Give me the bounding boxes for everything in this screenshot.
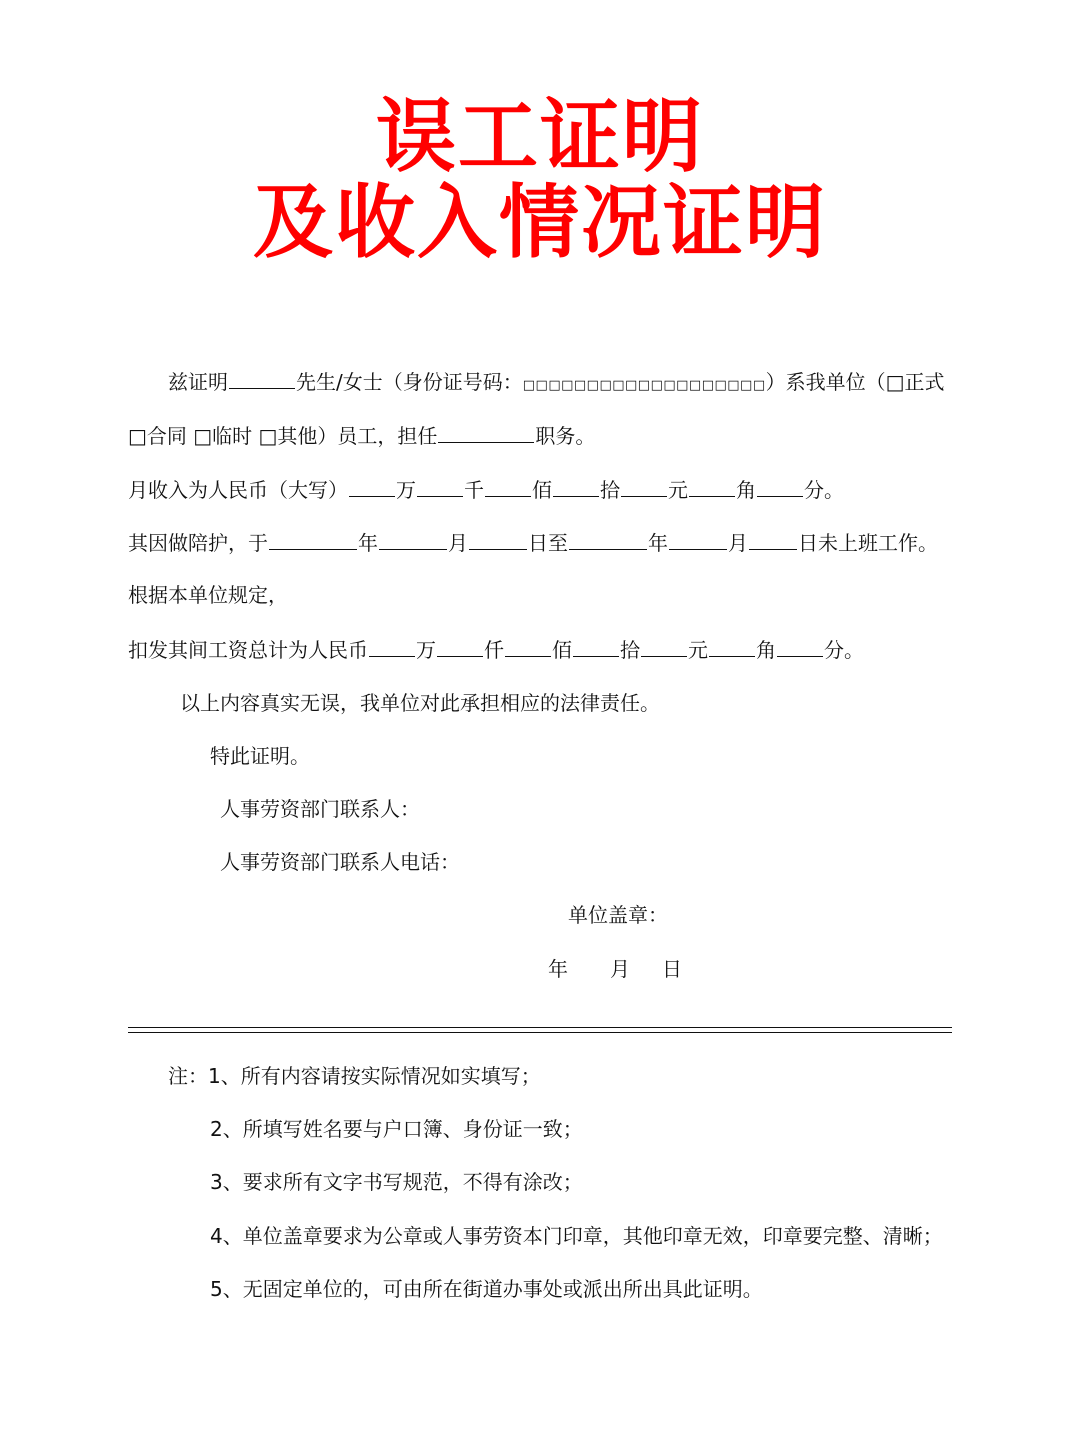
amount-blank[interactable] [641,634,687,657]
statement-text: 以上内容真实无误，我单位对此承担相应的法律责任。 [180,691,660,715]
unit-label: 元 [668,478,688,502]
amount-blank[interactable] [349,474,395,497]
amount-blank[interactable] [485,474,531,497]
date-blank[interactable] [569,527,647,550]
date-blank[interactable] [669,527,727,550]
certify-line [168,366,945,401]
employment-options: □合同 □临时 □其他）员工，担任 [128,424,438,448]
amount-blank[interactable] [709,634,755,657]
note-item: 注：1、所有内容请按实际情况如实填写； [168,1064,541,1088]
unit-label: 万 [416,638,436,662]
date-day-label: 日 [662,957,682,981]
amount-blank[interactable] [573,634,619,657]
amount-blank[interactable] [369,634,415,657]
amount-blank[interactable] [505,634,551,657]
date-year-label: 年 [548,957,568,981]
contact-phone-label[interactable]: 人事劳资部门联系人电话： [220,850,460,874]
amount-blank[interactable] [777,634,823,657]
date-unit: 月 [728,531,748,555]
income-label: 月收入为人民币（大写） [128,478,348,502]
name-blank[interactable] [229,366,295,389]
employment-line [128,420,595,451]
amount-blank[interactable] [417,474,463,497]
divider-top [128,1027,952,1028]
date-unit: 日未上班工作。 [798,531,938,555]
unit-label: 仟 [484,638,504,662]
hereby-text: 特此证明。 [210,744,310,768]
certify-text: 兹证明 [168,370,228,394]
amount-blank[interactable] [757,474,803,497]
date-unit: 年 [648,531,668,555]
date-blank[interactable] [469,527,527,550]
unit-label: 拾 [600,478,620,502]
id-number-boxes[interactable]: □□□□□□□□□□□□□□□□□□□ [522,378,766,393]
amount-blank[interactable] [553,474,599,497]
absence-line [128,527,938,558]
amount-blank[interactable] [689,474,735,497]
unit-label: 佰 [532,478,552,502]
note-item: 4、单位盖章要求为公章或人事劳资本门印章，其他印章无效，印章要完整、清晰； [210,1224,943,1248]
note-item: 5、无固定单位的，可由所在街道办事处或派出所出具此证明。 [210,1277,763,1301]
date-unit: 年 [358,531,378,555]
gender-id-label: 先生/女士（身份证号码： [296,370,523,394]
unit-label: 分。 [804,478,844,502]
date-blank[interactable] [269,527,357,550]
unit-label: 佰 [552,638,572,662]
unit-label: 拾 [620,638,640,662]
seal-label: 单位盖章： [568,903,668,927]
date-unit: 月 [448,531,468,555]
unit-label: 万 [396,478,416,502]
document-title-line1: 误工证明 [376,90,704,183]
date-month-label: 月 [610,957,630,981]
position-suffix: 职务。 [535,424,596,448]
unit-label: 角 [756,638,776,662]
note-item: 2、所填写姓名要与户口簿、身份证一致； [210,1117,583,1141]
unit-label: 角 [736,478,756,502]
unit-label: 元 [688,638,708,662]
contact-label[interactable]: 人事劳资部门联系人： [220,797,420,821]
date-blank[interactable] [379,527,447,550]
note-item: 3、要求所有文字书写规范，不得有涂改； [210,1170,583,1194]
deduction-label: 扣发其间工资总计为人民币 [128,638,368,662]
absence-label: 其因做陪护，于 [128,531,268,555]
rule-text: 根据本单位规定， [128,583,288,607]
unit-label: 分。 [824,638,864,662]
amount-blank[interactable] [621,474,667,497]
income-line [128,474,844,505]
employment-type-label: ）系我单位（□正式 [765,370,945,394]
divider-bottom [128,1032,952,1033]
unit-label: 千 [464,478,484,502]
document-title-line2: 及收入情况证明 [253,176,827,269]
position-blank[interactable] [438,420,534,443]
amount-blank[interactable] [437,634,483,657]
deduction-line [128,634,864,665]
date-unit: 日至 [528,531,568,555]
date-blank[interactable] [749,527,797,550]
